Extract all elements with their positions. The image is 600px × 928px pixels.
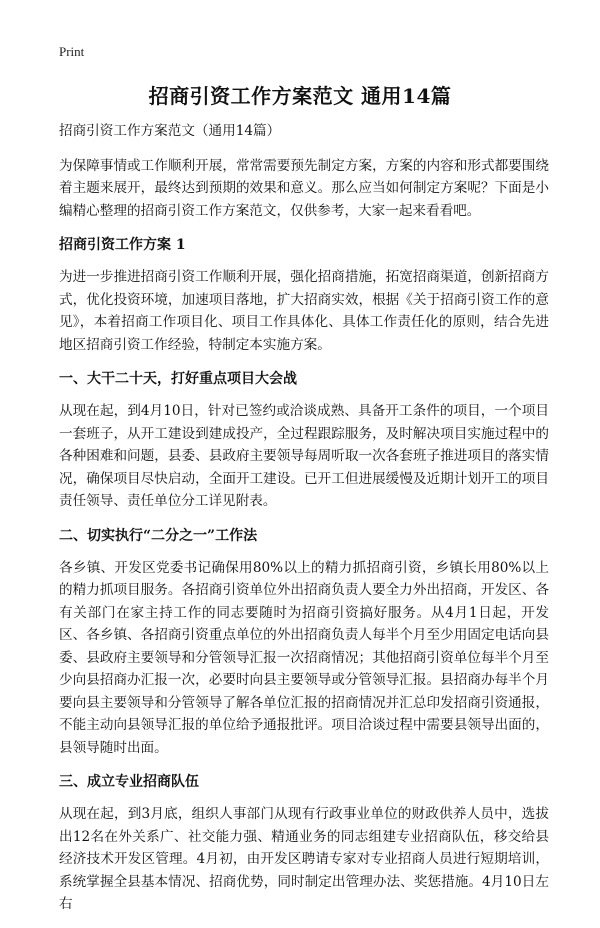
intro-paragraph: 为保障事情或工作顺利开展，常常需要预先制定方案，方案的内容和形式都要围绕着主题来展开，最终达到预期的效果和意义。那么应当如何制定方案呢？下面是小编精心整理的招商引资工作方案范文，仅供参考，大家一起来看看吧。 <box>59 157 549 219</box>
document-body <box>59 120 549 928</box>
item-heading-3: 三、成立专业招商队伍 <box>59 774 199 790</box>
page-title: 招商引资工作方案范文 通用14篇 <box>148 84 452 108</box>
item-paragraph-2: 各乡镇、开发区党委书记确保用80%以上的精力抓招商引资，乡镇长用80%以上的精力抓项目服务。各招商引资单位外出招商负责人要全力外出招商，开发区、各有关部门在家主持工作的同志要随时为招商引资搞好服务。从4月1日起，开发区、各乡镇、各招商引资重点单位的外出招商负责人每半个月至少用固定电话向县委、县政府主要领导和分管领导汇报一次招商情况；其他招商引资单位每半个月至少向县招商办汇报一次，必要时向县主要领导或分管领导汇报。县招商办每半个月要向县主要领导和分管领导了解各单位汇报的招商情况并汇总印发招商引资通报，不能主动向县领导汇报的单位给予通报批评。项目洽谈过程中需要县领导出面的，县领导随时出面。 <box>59 559 549 756</box>
document-subtitle: 招商引资工作方案范文（通用14篇） <box>59 123 281 139</box>
item-paragraph-1: 从现在起，到4月10日，针对已签约或洽谈成熟、具备开工条件的项目，一个项目一套班子，从开工建设到建成投产，全过程跟踪服务，及时解决项目实施过程中的各种困难和问题，县委、县政府主要领导每周听取一次各套班子推进项目的落实情况，确保项目尽快启动，全面开工建设。已开工但进展缓慢及近期计划开工的项目责任领导、责任单位分工详见附表。 <box>59 403 549 509</box>
item-paragraph-3: 从现在起，到3月底，组织人事部门从现有行政事业单位的财政供养人员中，选拔出12名在外关系广、社交能力强、精通业务的同志组建专业招商队伍，移交给县经济技术开发区管理。4月初，由开发区聘请专家对专业招商人员进行短期培训，系统掌握全县基本情况、招商优势，同时制定出管理办法、奖惩措施。4月10日左右 <box>59 806 549 912</box>
section-paragraph: 为进一步推进招商引资工作顺利开展，强化招商措施，拓宽招商渠道，创新招商方式，优化投资环境，加速项目落地，扩大招商实效，根据《关于招商引资工作的意见》，本着招商工作项目化、项目工作具体化、具体工作责任化的原则，结合先进地区招商引资工作经验，特制定本实施方案。 <box>59 269 549 353</box>
item-heading-2: 二、切实执行“二分之一”工作法 <box>59 527 258 544</box>
section-heading: 招商引资工作方案 1 <box>59 237 186 253</box>
item-heading-1: 一、大干二十天，打好重点项目大会战 <box>59 371 297 387</box>
print-link[interactable]: Print <box>59 44 85 59</box>
